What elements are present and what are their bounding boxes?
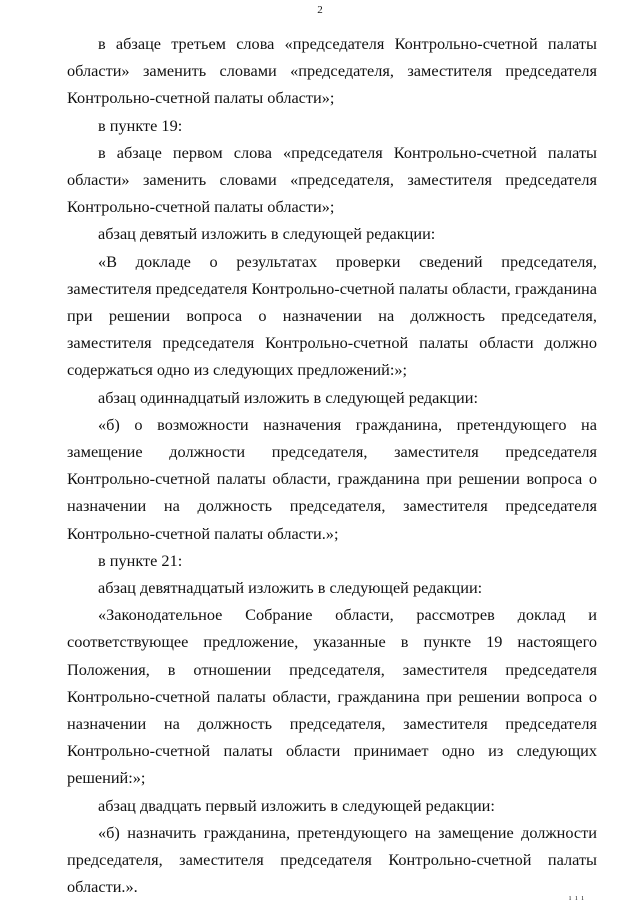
- paragraph-7: «б) о возможности назначения гражданина, претендующего на замещение должности председателя, заместителя председателя Контрольно-счетной палаты области, гражданина при решении вопроса о назначении на должность председателя, заместителя председателя Контрольно-счетной палаты области.»;: [67, 414, 597, 543]
- paragraph-3: в абзаце первом слова «председателя Контрольно-счетной палаты области» заменить словами «председателя, заместителя председателя Контрольно-счетной палаты области»;: [67, 142, 597, 217]
- paragraph-12: «б) назначить гражданина, претендующего на замещение должности председателя, заместителя председателя Контрольно-счетной палаты области.».: [67, 822, 597, 897]
- paragraph-6: абзац одиннадцатый изложить в следующей редакции:: [98, 387, 478, 407]
- paragraph-4: абзац девятый изложить в следующей редакции:: [98, 224, 436, 244]
- paragraph-10: «Законодательное Собрание области, рассмотрев доклад и соответствующее предложение, указанные в пункте 19 настоящего Положения, в отношении председателя, заместителя председателя Контрольно-счетной палаты области, гражданина при решении вопроса о назначении на должность председателя, заместителя председателя Контрольно-счетной палаты области принимает одно из следующих решений:»;: [67, 605, 597, 788]
- document-body: [67, 30, 597, 901]
- paragraph-5: «В докладе о результатах проверки сведений председателя, заместителя председателя Контрольно-счетной палаты области, гражданина при решении вопроса о назначении на должность председателя, заместителя председателя Контрольно-счетной палаты области должно содержаться одно из следующих предложений:»;: [67, 251, 597, 380]
- paragraph-8: в пункте 21:: [98, 550, 183, 570]
- paragraph-2: в пункте 19:: [98, 115, 183, 135]
- page-number: 2: [317, 4, 323, 16]
- paragraph-9: абзац девятнадцатый изложить в следующей редакции:: [98, 578, 483, 598]
- footer-mark: ı ı ı: [569, 893, 585, 902]
- paragraph-1: в абзаце третьем слова «председателя Контрольно-счетной палаты области» заменить словами «председателя, заместителя председателя Контрольно-счетной палаты области»;: [67, 34, 597, 108]
- paragraph-11: абзац двадцать первый изложить в следующей редакции:: [98, 795, 495, 815]
